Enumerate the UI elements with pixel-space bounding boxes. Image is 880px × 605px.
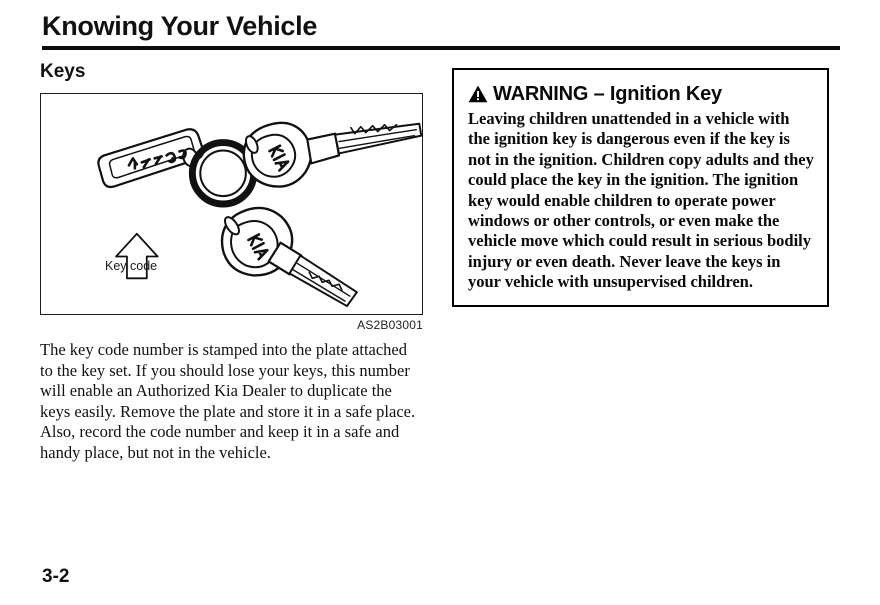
section-heading-keys: Keys [40,61,86,82]
page-number: 3-2 [42,566,70,587]
figure-reference-code: AS2B03001 [357,318,423,332]
running-head [42,10,842,42]
warning-body-text: Leaving children unattended in a vehicle with the ignition key is dangerous even if the key is not in the ignition. Children copy adults and they could place the key in the ignition. The ignition key would enable children to operate power windows or other controls, or even make the vehicle move which could result in serious bodily injury or even death. Never leave the keys in your vehicle with unsupervised children. [468,109,814,292]
page-title: Knowing Your Vehicle [42,11,318,41]
warning-box-ignition-key [452,68,829,307]
key-illustration [41,94,422,314]
left-column [40,60,430,480]
figure-callout-key-code: Key code [105,259,158,273]
header-rule [42,46,840,50]
warning-triangle-icon [468,85,488,103]
warning-heading-text: WARNING – Ignition Key [493,83,722,105]
body-paragraph-key-code: The key code number is stamped into the plate attached to the key set. If you should lose your keys, this number will enable an Authorized Kia Dealer to duplicate the keys easily. Remove the plate and store it in a safe place. Also, record the code number and keep it in a safe and handy place, but not in the vehicle. [40,340,416,462]
figure-box-keys [40,93,423,315]
right-column [452,68,829,307]
warning-heading-row [468,82,814,106]
